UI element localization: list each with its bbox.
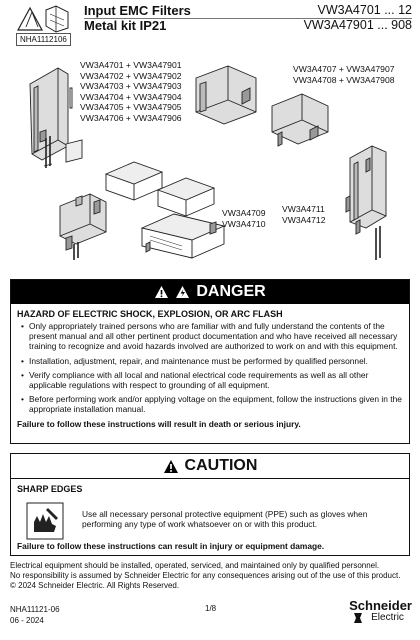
model-label: VW3A4708 + VW3A47908 — [293, 74, 395, 85]
warning-triangle-icon — [154, 285, 169, 299]
brand-mark-icon — [352, 612, 364, 624]
ref-line-2: VW3A47901 ... 908 — [303, 18, 412, 32]
danger-consequence: Failure to follow these instructions will result in death or serious injury. — [17, 418, 301, 429]
danger-banner — [11, 280, 409, 304]
caution-consequence: Failure to follow these instructions can result in injury or equipment damage. — [17, 541, 325, 551]
caution-label: CAUTION — [184, 457, 258, 474]
caution-panel — [10, 453, 410, 556]
caution-heading: SHARP EDGES — [17, 484, 83, 494]
brand-logo — [349, 599, 412, 623]
filter-drawing-2 — [196, 66, 256, 124]
model-label: VW3A4705 + VW3A47905 — [80, 102, 182, 113]
model-label: VW3A4704 + VW3A47904 — [80, 91, 182, 102]
doc-date: 06 - 2024 — [10, 616, 44, 625]
copyright: © 2024 Schneider Electric. All Rights Reserved. — [10, 581, 180, 590]
title-line-2: Metal kit IP21 — [84, 18, 167, 33]
filter-drawing-4 — [346, 146, 386, 260]
danger-label: DANGER — [196, 283, 266, 300]
caution-banner — [11, 454, 409, 479]
model-labels-group-2 — [293, 64, 395, 85]
brand-name: Schneider — [349, 598, 412, 613]
warning-triangle-icon — [163, 459, 179, 474]
model-label: VW3A4703 + VW3A47903 — [80, 81, 182, 92]
disclaimer-line-2: No responsibility is assumed by Schneider Electric for any consequences arising out of the use of this product. — [10, 571, 401, 580]
danger-bullet: • Verify compliance with all local and national electrical code requirements as well as all other applicable regulations with respect to grounding of all equipment. — [19, 370, 403, 390]
brand-subname: Electric — [371, 612, 404, 623]
model-label: VW3A4709 — [222, 208, 266, 218]
filter-drawing-2b — [272, 94, 328, 146]
model-label: VW3A4711 — [282, 204, 325, 214]
electric-hazard-icon — [175, 285, 190, 299]
danger-heading: HAZARD OF ELECTRIC SHOCK, EXPLOSION, OR ARC FLASH — [17, 309, 283, 319]
legal-disclaimer — [10, 561, 400, 591]
filter-drawing-3 — [106, 162, 224, 258]
warning-pictogram — [16, 4, 74, 34]
model-labels-group-4 — [282, 204, 325, 225]
model-labels-group-3 — [222, 208, 265, 229]
danger-bullet: • Only appropriately trained persons who are familiar with and fully understand the contents of the present manual and all other pertinent product documentation and who have received all necessary training to recognize and avoid hazards involved are authorized to work on and with this equipment. — [19, 321, 403, 352]
danger-list — [19, 321, 403, 415]
ref-line-1: VW3A4701 ... 12 — [317, 3, 412, 17]
filter-drawing-1 — [30, 68, 82, 168]
document-id: NHA1112106 — [16, 33, 71, 46]
model-label: VW3A4712 — [282, 214, 326, 225]
model-label: VW3A4702 + VW3A47902 — [80, 70, 182, 81]
danger-bullet: • Before performing work and/or applying voltage on the equipment, follow the instructions given in the appropriate installation manual. — [19, 394, 403, 414]
page-number: 1/8 — [205, 604, 217, 613]
caution-text: Use all necessary personal protective equipment (PPE) such as gloves when performing any type of work whatsoever on or with this product. — [82, 509, 368, 530]
filter-drawing-1b — [60, 194, 106, 260]
model-label: VW3A4710 — [222, 218, 266, 229]
model-label: VW3A4701 + VW3A47901 — [80, 60, 182, 70]
title-line-1: Input EMC Filters — [84, 3, 191, 18]
danger-panel — [10, 279, 410, 444]
footer-doc-info — [10, 604, 60, 626]
danger-bullet: • Installation, adjustment, repair, and maintenance must be performed by qualified personnel. — [19, 356, 403, 366]
sharp-edges-icon — [26, 502, 64, 540]
model-label: VW3A4706 + VW3A47906 — [80, 112, 182, 123]
doc-number: NHA11121-06 — [10, 605, 60, 614]
product-illustrations — [10, 48, 410, 270]
disclaimer-line-1: Electrical equipment should be installed, operated, serviced, and maintained only by qualified personnel. — [10, 561, 380, 570]
model-label: VW3A4707 + VW3A47907 — [293, 64, 395, 74]
header-divider — [84, 18, 412, 19]
model-labels-group-1 — [80, 60, 182, 124]
